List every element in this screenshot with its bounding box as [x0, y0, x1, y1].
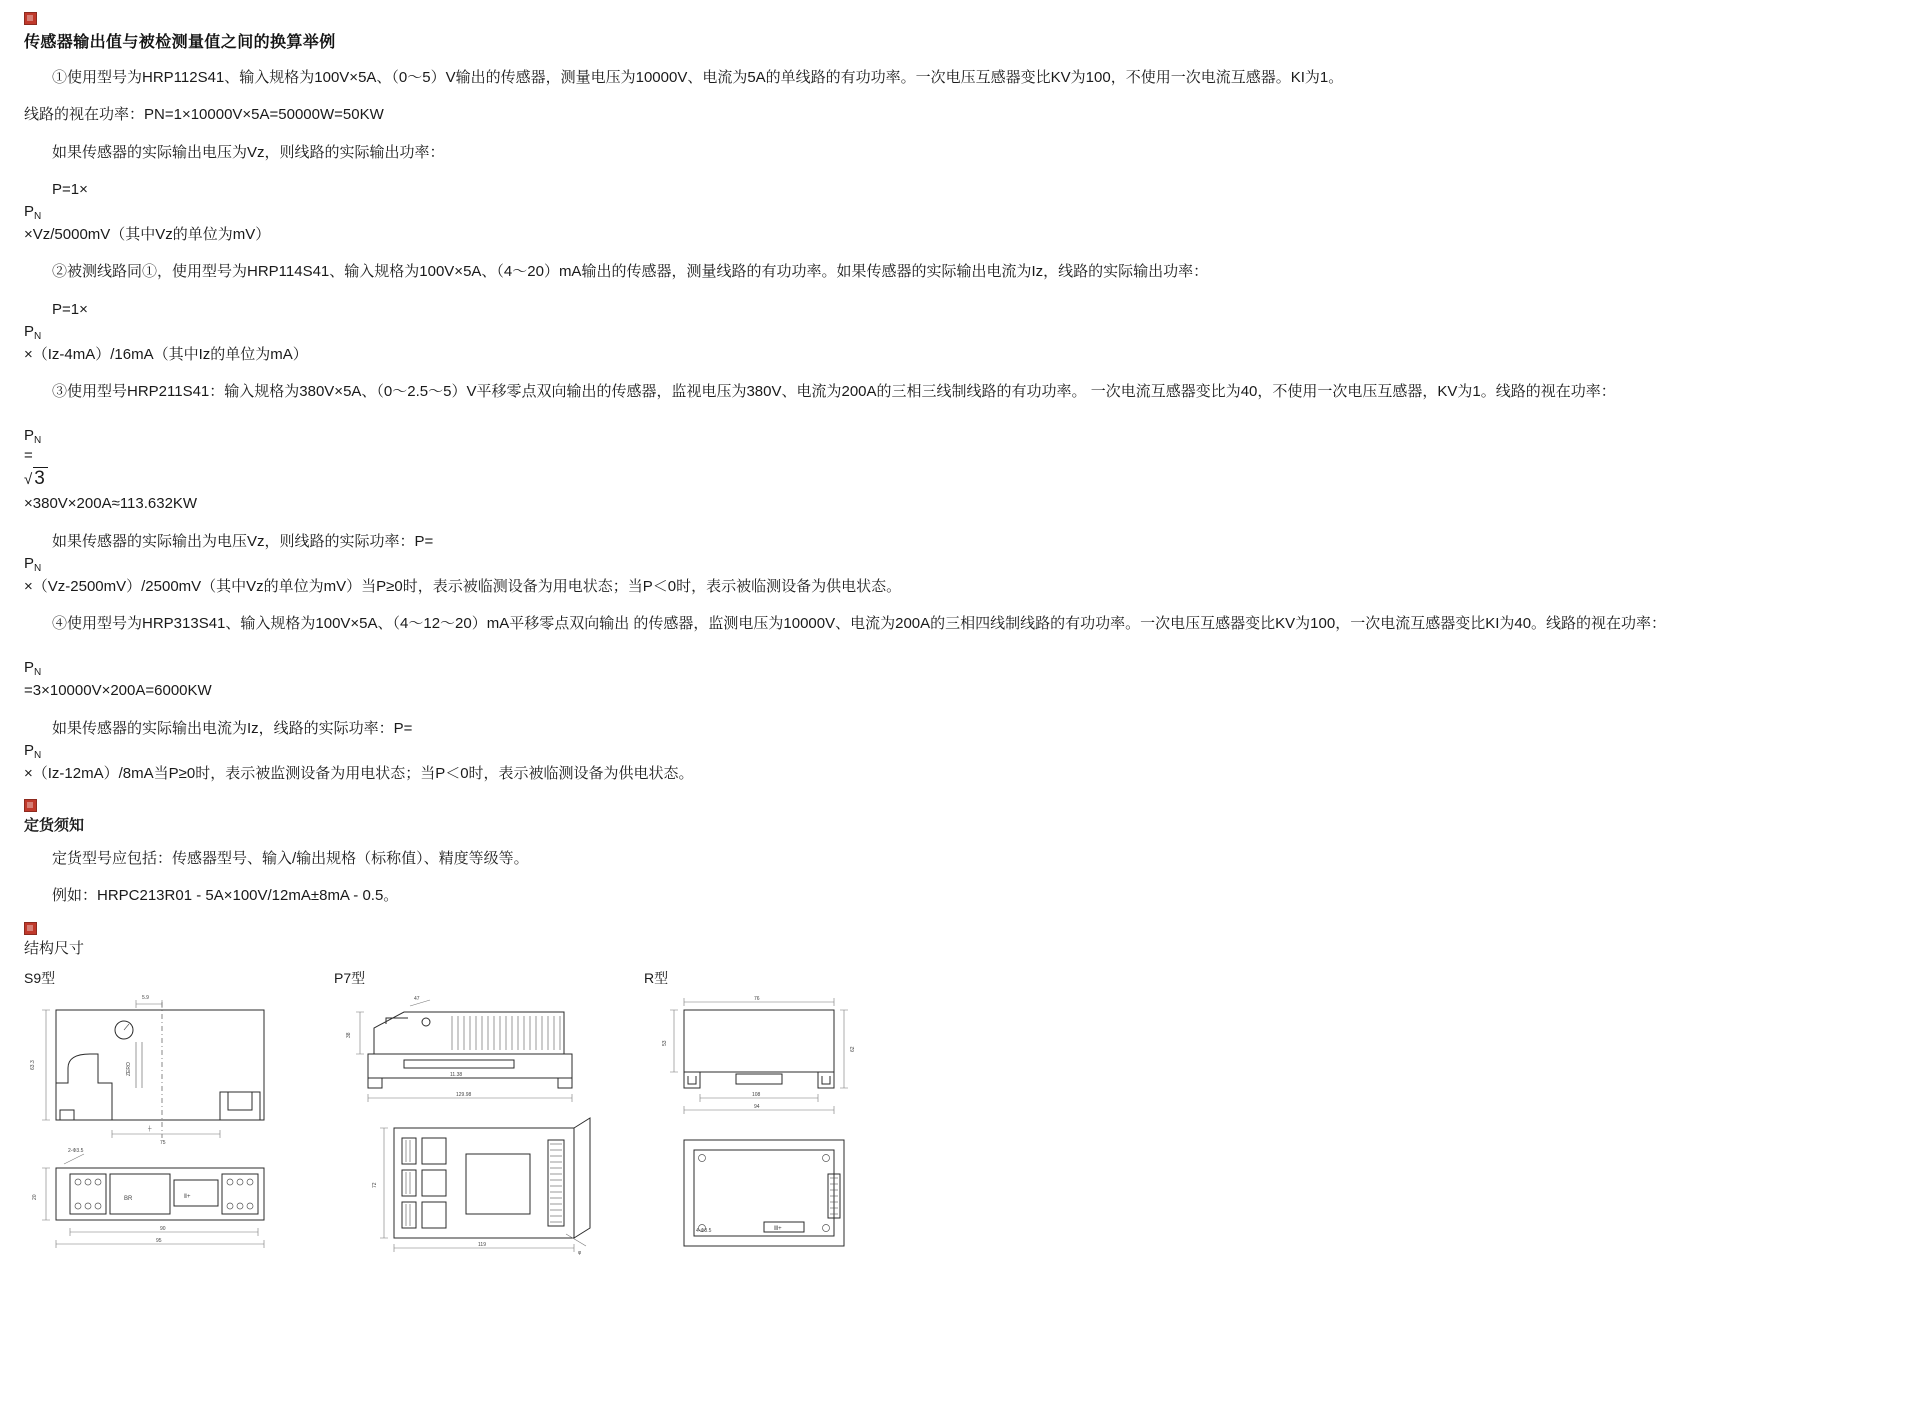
svg-text:53: 53 [662, 1039, 668, 1046]
example-3-equals: = [24, 447, 33, 465]
red-square-marker-icon [24, 922, 37, 935]
svg-text:ZERO: ZERO [126, 1061, 132, 1076]
example-3-pn-symbol: $P_N$ [24, 427, 42, 447]
svg-text:2-Φ3.5: 2-Φ3.5 [68, 1147, 84, 1154]
example-1-actual-power-intro: 如果传感器的实际输出电压为Vz，则线路的实际输出功率： [52, 143, 445, 161]
drawing-group-r [644, 968, 904, 1258]
sqrt-radicand: 3 [33, 467, 48, 488]
example-1-pn-symbol: $P_N$ [24, 203, 42, 222]
svg-text:119: 119 [478, 1241, 486, 1248]
svg-text:20: 20 [32, 1193, 38, 1200]
svg-text:Ⅱ+: Ⅱ+ [184, 1193, 191, 1200]
structure-dimensions-title: 结构尺寸 [24, 939, 85, 957]
example-4-formula-result: =3×10000V×200A=6000KW [24, 682, 212, 700]
marker-row-3 [24, 922, 1896, 935]
red-square-marker-icon [24, 12, 37, 25]
svg-text:5.9: 5.9 [142, 994, 149, 1001]
svg-text:4-Φ3.5: 4-Φ3.5 [696, 1227, 712, 1234]
svg-text:φ: φ [578, 1249, 582, 1256]
ordering-notice-title: 定货须知 [24, 817, 85, 834]
svg-text:11.38: 11.38 [450, 1071, 463, 1078]
drawing-label-r: R型 [644, 969, 669, 986]
example-1-paragraph: ①使用型号为HRP112S41、输入规格为100V×5A、（0～5）V输出的传感器，测量电压为10000V、电流为5A的单线路的有功功率。一次电压互感器变比KV为100，不使用一次电流互感器。KI为1。 [52, 69, 1344, 86]
example-4-pn-symbol: $P_N$ [24, 659, 42, 679]
example-1-apparent-power: 线路的视在功率：PN=1×10000V×5A=50000W=50KW [24, 106, 384, 124]
svg-text:62: 62 [850, 1045, 856, 1052]
drawing-group-p7 [334, 968, 634, 1258]
example-4-paragraph: ④使用型号为HRP313S41、输入规格为100V×5A、（4～12～20）mA平移零点双向输出 的传感器，监测电压为10000V、电流为200A的三相四线制线路的有功功率。一次电压互感器变比KV为100，一次电流互感器变比KI为40。线路的视在功率： [52, 615, 1667, 632]
example-3-actual-power-intro: 如果传感器的实际输出为电压Vz，则线路的实际功率：P= [52, 532, 434, 550]
red-square-marker-icon [24, 799, 37, 812]
example-2-formula-line1: P=1× [52, 300, 88, 318]
drawing-s9-svg [24, 988, 304, 1258]
svg-text:63.3: 63.3 [30, 1059, 36, 1070]
drawing-group-s9 [24, 968, 304, 1258]
ordering-notice-p2: 例如：HRPC213R01 - 5A×100V/12mA±8mA - 0.5。 [52, 887, 399, 905]
example-3-paragraph: ③使用型号HRP211S41：输入规格为380V×5A、（0～2.5～5）V平移零点双向输出的传感器，监视电压为380V、电流为200A的三相三线制线路的有功功率。 一次电流互感器变比为40，不使用一次电压互感器，KV为1。线路的视在功率： [52, 383, 1616, 400]
svg-text:76: 76 [754, 995, 760, 1002]
drawing-label-s9: S9型 [24, 969, 56, 986]
marker-row-2 [24, 799, 1896, 812]
svg-text:108: 108 [752, 1091, 761, 1098]
example-2-pn-symbol: $P_N$ [24, 322, 42, 342]
drawing-label-p7: P7型 [334, 969, 366, 986]
spacer-2 [24, 649, 1896, 659]
svg-text:75: 75 [160, 1139, 166, 1146]
example-1-formula-line1: P=1× [52, 180, 88, 198]
ordering-notice-p1: 定货型号应包括：传感器型号、输入/输出规格（标称值）、精度等级等。 [52, 850, 529, 867]
example-4-pn-symbol-2: $P_N$ [24, 741, 42, 761]
example-3-sqrt3: √ 3 [24, 467, 1896, 488]
example-4-formula-line2: ×（Iz-12mA）/8mA当P≥0时，表示被监测设备为用电状态；当P＜0时，表示被临测设备为供电状态。 [24, 764, 694, 782]
svg-text:┼: ┼ [148, 1125, 152, 1132]
svg-text:72: 72 [372, 1181, 378, 1188]
drawing-r-svg [644, 988, 904, 1258]
example-1-formula-line2: ×Vz/5000mV（其中Vz的单位为mV） [24, 226, 271, 243]
svg-text:94: 94 [754, 1103, 760, 1110]
svg-text:38: 38 [346, 1031, 352, 1038]
structure-drawings [24, 968, 1896, 1268]
drawing-p7-svg [334, 988, 634, 1258]
svg-text:129.98: 129.98 [456, 1091, 472, 1098]
example-3-pn-symbol-2: $P_N$ [24, 554, 42, 574]
example-2-formula-line2: ×（Iz-4mA）/16mA（其中Iz的单位为mA） [24, 345, 308, 363]
example-3-formula-line2: ×（Vz-2500mV）/2500mV（其中Vz的单位为mV）当P≥0时，表示被临测设备为用电状态；当P＜0时，表示被临测设备为供电状态。 [24, 577, 902, 595]
spacer [24, 417, 1896, 427]
svg-text:BR: BR [124, 1195, 133, 1202]
svg-text:90: 90 [160, 1225, 166, 1232]
svg-text:Ⅲ+: Ⅲ+ [774, 1225, 782, 1232]
marker-row-1 [24, 12, 1896, 25]
example-2-paragraph: ②被测线路同①，使用型号为HRP114S41、输入规格为100V×5A、（4～20）mA输出的传感器，测量线路的有功功率。如果传感器的实际输出电流为Iz，线路的实际输出功率： [52, 263, 1209, 281]
example-3-formula-result: ×380V×200A≈113.632KW [24, 495, 198, 513]
svg-text:95: 95 [156, 1237, 162, 1244]
page-title: 传感器输出值与被检测量值之间的换算举例 [24, 34, 336, 51]
example-4-actual-power-intro: 如果传感器的实际输出电流为Iz，线路的实际功率：P= [52, 719, 413, 737]
svg-text:47: 47 [414, 995, 420, 1002]
